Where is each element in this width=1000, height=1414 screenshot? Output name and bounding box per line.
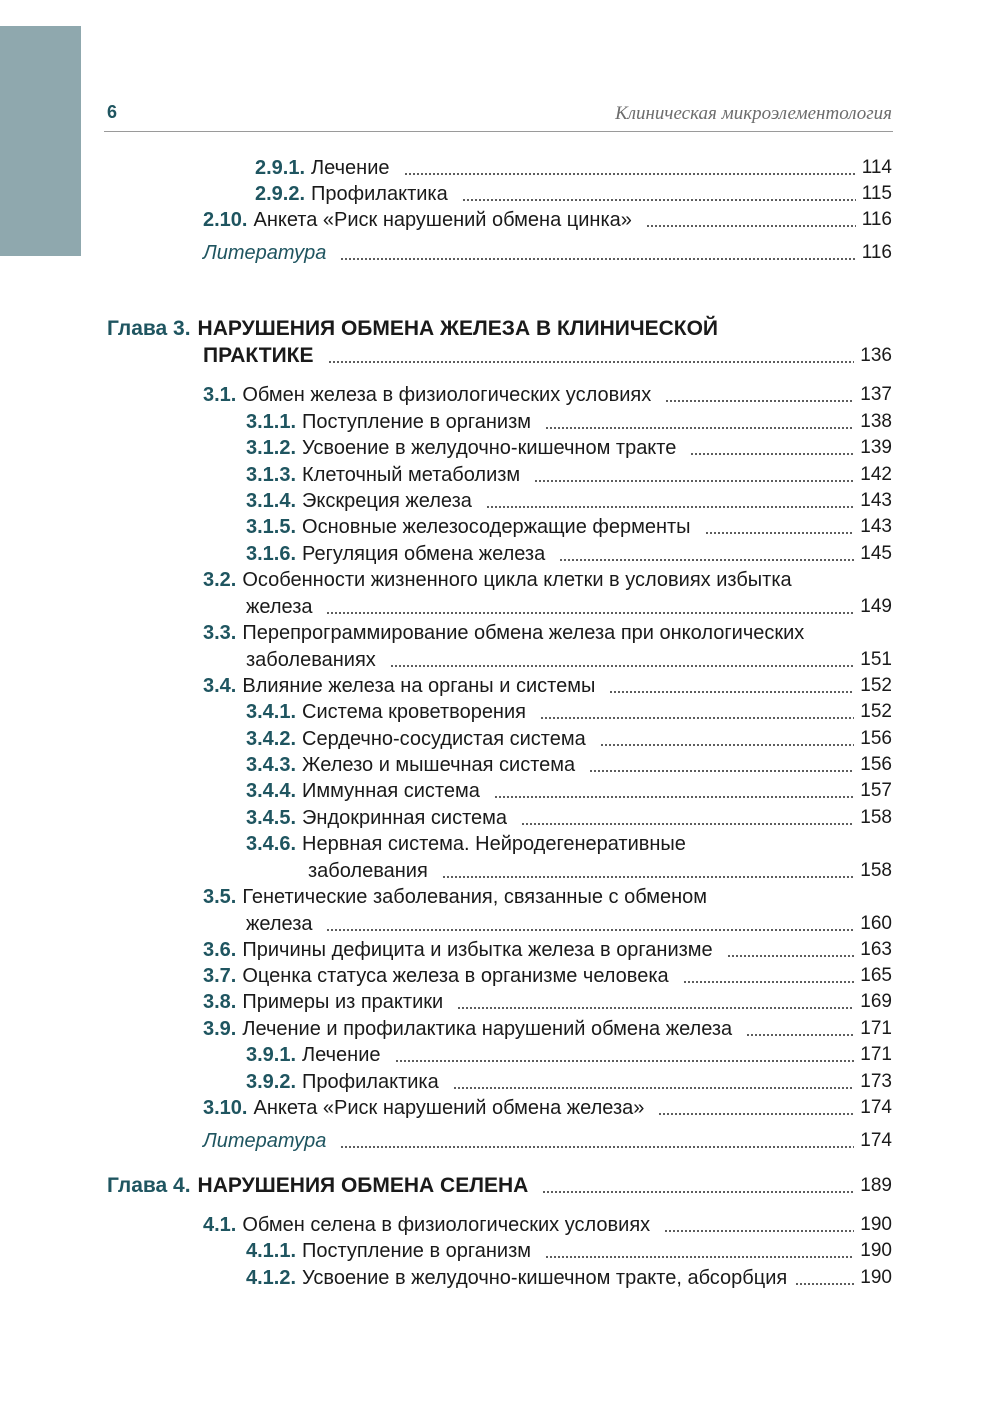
toc-entry-number: 3.1.4. (246, 490, 297, 512)
toc-entry-number: 3.4.1. (246, 701, 297, 723)
toc-entry[interactable] (246, 723, 892, 751)
toc-entry[interactable] (246, 828, 686, 856)
dot-leader (390, 665, 855, 667)
toc-entry-title: Железо и мышечная система (302, 754, 576, 776)
dot-leader (705, 532, 855, 534)
toc-entry-title: Лечение и профилактика нарушений обмена железа (242, 1018, 733, 1040)
toc-entry-title: Экскреция железа (302, 490, 472, 512)
toc-entry-number: 4.1.2. (246, 1267, 297, 1289)
toc-entry-title: Генетические заболевания, связанные с обменом (242, 886, 708, 908)
dot-leader (404, 173, 856, 175)
toc-entry-title: Перепрограммирование обмена железа при онкологических (242, 622, 805, 644)
toc-entry-title: Усвоение в желудочно-кишечном тракте (302, 437, 677, 459)
page-corner-tab (0, 26, 81, 256)
toc-entry-title: Профилактика (311, 183, 448, 205)
toc-entry-page: 149 (860, 596, 892, 617)
toc-entry[interactable] (203, 1092, 892, 1120)
toc-entry-number: 3.1.1. (246, 411, 297, 433)
toc-entry-title: Оценка статуса железа в организме человека (242, 965, 669, 987)
toc-entry[interactable] (246, 432, 892, 460)
toc-entry-number: 3.9.1. (246, 1044, 297, 1066)
toc-entry-title: Литература (203, 1130, 327, 1152)
toc-entry-number: 3.1. (203, 384, 237, 406)
toc-entry[interactable] (203, 881, 707, 909)
dot-leader (658, 1113, 854, 1115)
toc-entry-page: 151 (860, 649, 892, 670)
toc-chapter-number: Глава 3. (107, 317, 191, 340)
toc-entry-page: 114 (861, 157, 892, 178)
toc-entry-page: 163 (860, 939, 892, 960)
toc-entry-title-cont: заболеваниях (246, 649, 376, 671)
toc-entry-number: 3.3. (203, 622, 237, 644)
toc-entry[interactable] (203, 204, 892, 232)
toc-entry[interactable] (246, 538, 892, 566)
toc-entry-page: 145 (860, 543, 892, 564)
toc-entry-title: Влияние железа на органы и системы (242, 675, 596, 697)
toc-entry-number: 4.1.1. (246, 1240, 297, 1262)
toc-chapter-heading[interactable] (107, 313, 718, 341)
dot-leader (545, 427, 854, 429)
dot-leader (542, 1191, 854, 1193)
toc-entry-number: 3.4.3. (246, 754, 297, 776)
toc-entry-number: 3.4.6. (246, 833, 297, 855)
dot-leader (609, 691, 854, 693)
toc-entry-number: 3.2. (203, 569, 237, 591)
toc-entry[interactable] (246, 1039, 892, 1067)
toc-entry-title: Основные железосодержащие ферменты (302, 516, 691, 538)
dot-leader (457, 1007, 854, 1009)
dot-leader (395, 1060, 855, 1062)
toc-references-entry[interactable] (203, 237, 892, 265)
toc-entry[interactable] (203, 986, 892, 1014)
toc-entry-page: 169 (860, 991, 892, 1012)
dot-leader (683, 981, 855, 983)
toc-entry-page: 157 (860, 780, 892, 801)
toc-entry-page: 137 (860, 384, 892, 405)
toc-entry-number: 3.10. (203, 1097, 248, 1119)
toc-entry-page: 173 (860, 1071, 892, 1092)
toc-entry-title: Усвоение в желудочно-кишечном тракте, абсорбция (302, 1267, 788, 1289)
dot-leader (727, 955, 855, 957)
toc-entry-page: 143 (860, 490, 892, 511)
dot-leader (462, 199, 856, 201)
dot-leader (486, 506, 854, 508)
toc-entry-continuation[interactable] (246, 591, 892, 619)
toc-entry[interactable] (203, 1013, 892, 1041)
toc-entry-page: 171 (860, 1044, 892, 1065)
toc-entry-page: 116 (861, 242, 892, 263)
dot-leader (340, 1146, 854, 1148)
dot-leader (795, 1283, 854, 1285)
toc-entry-number: 3.1.3. (246, 464, 297, 486)
toc-entry-number: 3.4.2. (246, 728, 297, 750)
dot-leader (340, 258, 855, 260)
toc-entry-number: 3.9. (203, 1018, 237, 1040)
toc-entry-page: 139 (860, 437, 892, 458)
toc-entry-page: 156 (860, 754, 892, 775)
toc-entry[interactable] (246, 485, 892, 513)
toc-entry-number: 4.1. (203, 1214, 237, 1236)
toc-entry[interactable] (246, 459, 892, 487)
toc-entry-page: 190 (860, 1214, 892, 1235)
toc-entry-page: 171 (860, 1018, 892, 1039)
toc-entry-continuation[interactable] (308, 855, 892, 883)
running-title: Клиническая микроэлементология (615, 103, 892, 124)
dot-leader (442, 876, 855, 878)
toc-entry-page: 160 (860, 913, 892, 934)
toc-chapter-title: НАРУШЕНИЯ ОБМЕНА СЕЛЕНА (197, 1174, 529, 1197)
page-number: 6 (107, 102, 118, 122)
dot-leader (746, 1034, 854, 1036)
dot-leader (690, 453, 854, 455)
toc-entry[interactable] (246, 1262, 892, 1290)
toc-entry[interactable] (203, 670, 892, 698)
toc-entry-page: 190 (860, 1240, 892, 1261)
dot-leader (453, 1087, 855, 1089)
toc-entry-page: 158 (860, 860, 892, 881)
toc-entry-title: Обмен селена в физиологических условиях (242, 1214, 651, 1236)
dot-leader (540, 717, 854, 719)
toc-chapter-continuation[interactable] (203, 340, 892, 368)
toc-entry[interactable] (203, 960, 892, 988)
dot-leader (559, 559, 854, 561)
toc-entry-title: Обмен железа в физиологических условиях (242, 384, 652, 406)
toc-chapter-number: Глава 4. (107, 1174, 191, 1197)
toc-entry[interactable] (246, 775, 892, 803)
toc-references-entry[interactable] (203, 1125, 892, 1153)
dot-leader (665, 400, 854, 402)
toc-entry-number: 2.9.2. (255, 183, 306, 205)
toc-entry[interactable] (246, 406, 892, 434)
toc-entry-title: Профилактика (302, 1071, 439, 1093)
header-rule (104, 131, 893, 132)
toc-entry-number: 3.1.6. (246, 543, 297, 565)
toc-entry-title: Поступление в организм (302, 1240, 531, 1262)
toc-entry-title: Анкета «Риск нарушений обмена цинка» (253, 209, 632, 231)
toc-entry[interactable] (203, 934, 892, 962)
toc-entry-title: Поступление в организм (302, 411, 531, 433)
dot-leader (494, 796, 854, 798)
toc-entry[interactable] (255, 178, 892, 206)
toc-entry[interactable] (246, 1066, 892, 1094)
toc-entry[interactable] (246, 749, 892, 777)
toc-entry[interactable] (246, 696, 892, 724)
dot-leader (326, 929, 854, 931)
toc-entry-title: Иммунная система (302, 780, 480, 802)
toc-entry-page: 115 (861, 183, 892, 204)
toc-entry-number: 3.4.5. (246, 807, 297, 829)
toc-entry[interactable] (246, 511, 892, 539)
toc-entry-title-cont: железа (246, 596, 313, 618)
toc-entry[interactable] (246, 802, 892, 830)
toc-entry-title: Клеточный метаболизм (302, 464, 521, 486)
toc-entry[interactable] (203, 379, 892, 407)
toc-entry-number: 3.4.4. (246, 780, 297, 802)
toc-entry-title: Лечение (302, 1044, 381, 1066)
dot-leader (600, 744, 855, 746)
toc-entry-number: 3.7. (203, 965, 237, 987)
dot-leader (589, 770, 854, 772)
dot-leader (545, 1256, 854, 1258)
toc-entry-page: 152 (860, 701, 892, 722)
toc-entry-page: 152 (860, 675, 892, 696)
dot-leader (664, 1230, 854, 1232)
toc-entry-number: 2.10. (203, 209, 248, 231)
toc-entry-number: 3.1.5. (246, 516, 297, 538)
dot-leader (646, 225, 856, 227)
toc-entry-title: Эндокринная система (302, 807, 508, 829)
toc-entry-title: Регуляция обмена железа (302, 543, 546, 565)
toc-entry-page: 136 (860, 345, 892, 366)
toc-entry[interactable] (255, 152, 892, 180)
toc-entry-page: 142 (860, 464, 892, 485)
toc-entry[interactable] (203, 617, 804, 645)
toc-entry-page: 174 (860, 1130, 892, 1151)
toc-entry-title: Система кроветворения (302, 701, 526, 723)
toc-chapter-title: НАРУШЕНИЯ ОБМЕНА ЖЕЛЕЗА В КЛИНИЧЕСКОЙ (197, 317, 719, 340)
toc-entry-page: 116 (861, 209, 892, 230)
toc-entry-page: 156 (860, 728, 892, 749)
toc-entry-number: 3.8. (203, 991, 237, 1013)
toc-entry-title: Причины дефицита и избытка железа в организме (242, 939, 713, 961)
toc-entry-title: Анкета «Риск нарушений обмена железа» (253, 1097, 645, 1119)
dot-leader (521, 823, 854, 825)
toc-entry[interactable] (203, 564, 792, 592)
toc-entry-page: 138 (860, 411, 892, 432)
toc-entry-title: Нервная система. Нейродегенеративные (302, 833, 686, 855)
toc-entry-number: 3.5. (203, 886, 237, 908)
toc-chapter-title-cont: ПРАКТИКЕ (203, 344, 314, 367)
toc-entry-title-cont: железа (246, 913, 313, 935)
toc-entry-page: 158 (860, 807, 892, 828)
toc-entry-title: Примеры из практики (242, 991, 444, 1013)
dot-leader (328, 361, 855, 363)
toc-entry-page: 189 (860, 1175, 892, 1196)
toc-entry-title: Сердечно-сосудистая система (302, 728, 586, 750)
toc-entry-title: Литература (203, 242, 327, 264)
toc-entry-page: 174 (860, 1097, 892, 1118)
toc-entry-page: 190 (860, 1267, 892, 1288)
toc-entry-page: 143 (860, 516, 892, 537)
toc-entry-number: 3.4. (203, 675, 237, 697)
toc-entry[interactable] (203, 1209, 892, 1237)
toc-entry-number: 3.1.2. (246, 437, 297, 459)
toc-entry-title-cont: заболевания (308, 860, 428, 882)
toc-entry-number: 2.9.1. (255, 157, 306, 179)
toc-entry-number: 3.9.2. (246, 1071, 297, 1093)
toc-entry-page: 165 (860, 965, 892, 986)
toc-entry-title: Лечение (311, 157, 390, 179)
toc-entry-continuation[interactable] (246, 644, 892, 672)
dot-leader (534, 480, 854, 482)
toc-entry-title: Особенности жизненного цикла клетки в условиях избытка (242, 569, 792, 591)
dot-leader (326, 612, 854, 614)
toc-chapter-heading[interactable] (107, 1170, 892, 1198)
toc-entry-continuation[interactable] (246, 908, 892, 936)
toc-entry[interactable] (246, 1235, 892, 1263)
toc-entry-number: 3.6. (203, 939, 237, 961)
